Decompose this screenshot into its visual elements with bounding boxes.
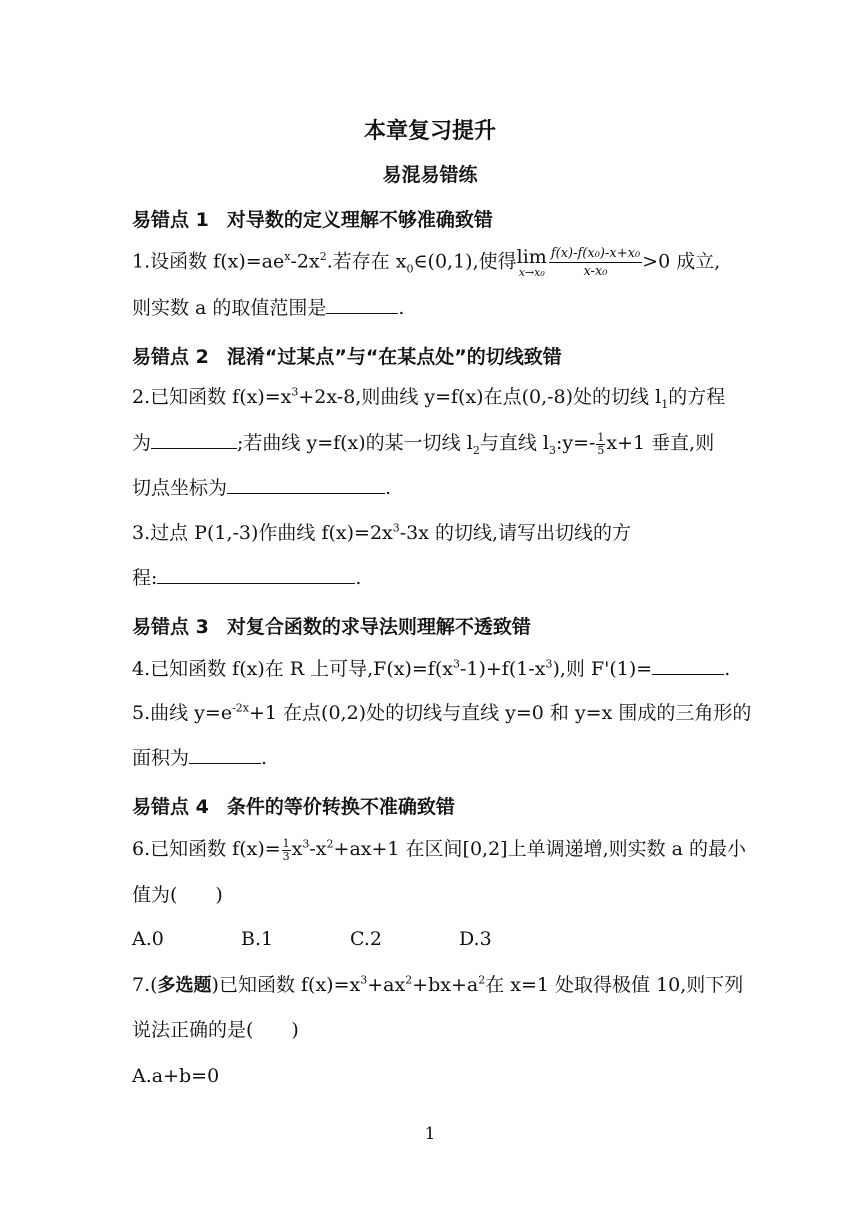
section-text: 对复合函数的求导法则理解不透致错 <box>226 616 531 638</box>
option-b[interactable]: B.1 <box>241 928 274 950</box>
question-7-line-2: 说法正确的是( ) <box>132 1019 299 1041</box>
limit-fraction: $\frac{\text{f(x)-f(x₀)-x+x₀}}{\text{x-x₀}}$ <box>550 246 641 279</box>
fraction: $\frac{1}{3}$ <box>282 836 290 863</box>
option-a[interactable]: A.0 <box>132 928 164 950</box>
question-6-options <box>132 926 568 952</box>
section-tag: 易错点 1 <box>132 209 209 231</box>
multi-choice-label: 多选题 <box>157 975 212 996</box>
question-4: 4.已知函数 f(x)在 R 上可导$,F(x)=f(x^3-1)+f(1-x^3)$,则 F'(1)= . <box>132 657 731 680</box>
answer-blank[interactable] <box>652 656 724 675</box>
answer-blank[interactable] <box>189 745 261 764</box>
question-1-line-2: 则实数 a 的取值范围是 . <box>132 297 405 319</box>
answer-blank[interactable] <box>227 475 385 494</box>
section-text: 对导数的定义理解不够准确致错 <box>226 209 493 231</box>
question-5-line-2: 面积为 . <box>132 747 268 769</box>
question-2-line-2: 为 ;若曲线 y=f(x)的某一切线 $l_2$与直线 $l_3:y=-$ $\frac{1}{5}$ x+1 垂直,则 <box>132 430 715 457</box>
section-heading-2 <box>132 342 562 369</box>
question-1-line-1: 1.设函数 $f(x)=ae^x-2x^2$.若存在 $x_0\in(0,1)$,使得 lim x→x₀ $\frac{\text{f(x)-f(x₀)-x+x₀}}{\text{x-x₀}}$ >0 成立, <box>132 245 721 279</box>
answer-blank[interactable] <box>151 430 237 449</box>
chapter-title: 本章复习提升 <box>363 119 496 144</box>
limit-expression: lim x→x₀ <box>516 245 547 279</box>
question-2-line-1: 2.已知函数 $f(x)=x^3+2x-8$,则曲线 y=f(x)在点(0,-8)处的切线 $l_1$的方程 <box>132 385 726 411</box>
option-c[interactable]: C.2 <box>350 928 382 950</box>
answer-blank[interactable] <box>326 295 398 314</box>
section-heading-4 <box>132 792 455 819</box>
question-3-line-1: 3.过点 P(1,-3)作曲线 $f(x)=2x^3-3x$ 的切线,请写出切线的方 <box>132 521 632 544</box>
question-2-line-3: 切点坐标为 . <box>132 477 392 499</box>
section-text: 混淆“过某点”与“在某点处”的切线致错 <box>226 346 562 368</box>
question-7-line-1: 7.(多选题)已知函数 $f(x)=x^3+ax^2+bx+a^2$在 x=1 处取得极值 10,则下列 <box>132 973 744 996</box>
option-d[interactable]: D.3 <box>459 928 492 950</box>
section-text: 条件的等价转换不准确致错 <box>226 796 455 818</box>
question-7-option-a[interactable]: A.a+b=0 <box>132 1065 220 1087</box>
section-tag: 易错点 2 <box>132 346 209 368</box>
section-heading-1 <box>132 205 493 232</box>
chapter-subtitle: 易混易错练 <box>382 164 478 186</box>
question-3-line-2: 程: . <box>132 567 362 589</box>
answer-blank[interactable] <box>157 565 355 584</box>
fraction: $\frac{1}{5}$ <box>597 430 605 457</box>
question-6-line-1: 6.已知函数 f(x)= $\frac{1}{3}$ $x^3-x^2+ax+1$ 在区间[0,2]上单调递增,则实数 a 的最小 <box>132 836 747 863</box>
page-number: 1 <box>424 1124 436 1144</box>
section-heading-3 <box>132 612 531 639</box>
question-5-line-1: 5.曲线 $y=e^{-2x}+1$ 在点(0,2)处的切线与直线 y=0 和 y=x 围成的三角形的 <box>132 701 752 724</box>
section-tag: 易错点 4 <box>132 796 209 818</box>
question-6-line-2: 值为( ) <box>132 884 223 906</box>
section-tag: 易错点 3 <box>132 616 209 638</box>
